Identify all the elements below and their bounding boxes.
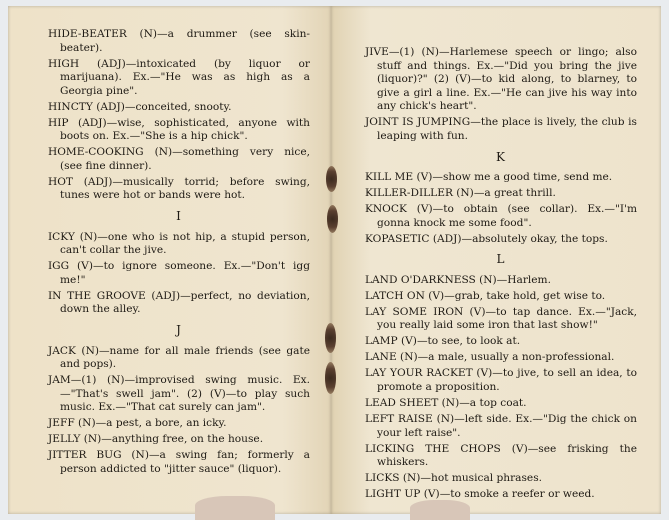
thumb-right bbox=[410, 500, 470, 520]
entry-kopasetic: KOPASETIC (ADJ)—absolutely okay, the tops. bbox=[365, 232, 608, 245]
entry-lay-some-iron: LAY SOME IRON (V)—to tap dance. Ex.—"Jack, you really laid some iron that last show!" bbox=[365, 305, 637, 332]
entry-icky: ICKY (N)—one who is not hip, a stupid person, can't collar the jive. bbox=[48, 230, 310, 257]
entry-licking-the-chops: LICKING THE CHOPS (V)—see frisking the whiskers. bbox=[365, 442, 637, 469]
entry-high: HIGH (ADJ)—intoxicated (by liquor or marijuana). Ex.—"He was as high as a Georgia pine". bbox=[48, 57, 310, 97]
entry-igg: IGG (V)—to ignore someone. Ex.—"Don't igg me!" bbox=[48, 260, 310, 286]
entry-light-up: LIGHT UP (V)—to smoke a reefer or weed. bbox=[365, 488, 595, 501]
entry-latch-on: LATCH ON (V)—grab, take hold, get wise to. bbox=[365, 289, 606, 302]
entry-licks: LICKS (N)—hot musical phrases. bbox=[365, 472, 543, 485]
left-column bbox=[48, 28, 310, 479]
entry-jive: JIVE—(1) (N)—Harlemese speech or lingo; also stuff and things. Ex.—"Did you bring the jive (liquor)?" (2) (V)—to kid along, to blarney, to give a girl a line. Ex.—"He can jive his way into any chick's heart". bbox=[365, 46, 637, 113]
entry-jitter-bug: JITTER BUG (N)—a swing fan; formerly a person addicted to "jitter sauce" (liquor). bbox=[48, 449, 310, 475]
staple-hole-upper-2 bbox=[327, 205, 338, 233]
entry-lead-sheet: LEAD SHEET (N)—a top coat. bbox=[365, 396, 527, 409]
staple-hole-lower-2 bbox=[325, 362, 336, 394]
entry-jack: JACK (N)—name for all male friends (see gate and pops). bbox=[48, 344, 310, 371]
staple-hole-upper-1 bbox=[326, 166, 337, 192]
staple-hole-lower-1 bbox=[325, 323, 336, 353]
entry-lamp: LAMP (V)—to see, to look at. bbox=[365, 335, 521, 348]
entry-hot: HOT (ADJ)—musically torrid; before swing, tunes were hot or bands were hot. bbox=[48, 175, 310, 202]
entry-jelly: JELLY (N)—anything free, on the house. bbox=[48, 433, 264, 446]
entry-knock: KNOCK (V)—to obtain (see collar). Ex.—"I'm gonna knock me some food". bbox=[365, 203, 637, 229]
entry-kill-me: KILL ME (V)—show me a good time, send me. bbox=[365, 171, 613, 184]
left-page bbox=[8, 6, 331, 514]
entry-killer-diller: KILLER-DILLER (N)—a great thrill. bbox=[365, 187, 556, 200]
section-letter-j: J bbox=[176, 323, 182, 338]
entry-jeff: JEFF (N)—a pest, a bore, an icky. bbox=[48, 417, 227, 430]
section-letter-i: I bbox=[176, 209, 182, 224]
right-column bbox=[365, 46, 637, 504]
entry-hincty: HINCTY (ADJ)—conceited, snooty. bbox=[48, 100, 232, 113]
thumb-left bbox=[195, 496, 275, 520]
entry-hip: HIP (ADJ)—wise, sophisticated, anyone with boots on. Ex.—"She is a hip chick". bbox=[48, 116, 310, 143]
entry-joint-is-jumping: JOINT IS JUMPING—the place is lively, the club is leaping with fun. bbox=[365, 116, 637, 142]
right-page bbox=[331, 6, 661, 514]
entry-lay-your-racket: LAY YOUR RACKET (V)—to jive, to sell an idea, to promote a proposition. bbox=[365, 367, 637, 393]
entry-in-the-groove: IN THE GROOVE (ADJ)—perfect, no deviation, down the alley. bbox=[48, 289, 310, 316]
entry-hide-beater: HIDE-BEATER (N)—a drummer (see skin-beater). bbox=[48, 28, 310, 54]
entry-land-o-darkness: LAND O'DARKNESS (N)—Harlem. bbox=[365, 273, 551, 286]
entry-jam: JAM—(1) (N)—improvised swing music. Ex.—"That's swell jam". (2) (V)—to play such music. Ex.—"That cat surely can jam". bbox=[48, 374, 310, 414]
entry-left-raise: LEFT RAISE (N)—left side. Ex.—"Dig the chick on your left raise". bbox=[365, 412, 637, 439]
entry-lane: LANE (N)—a male, usually a non-professional. bbox=[365, 351, 615, 364]
entry-home-cooking: HOME-COOKING (N)—something very nice, (see fine dinner). bbox=[48, 146, 310, 172]
section-letter-k: K bbox=[496, 149, 506, 164]
section-letter-l: L bbox=[496, 252, 506, 267]
